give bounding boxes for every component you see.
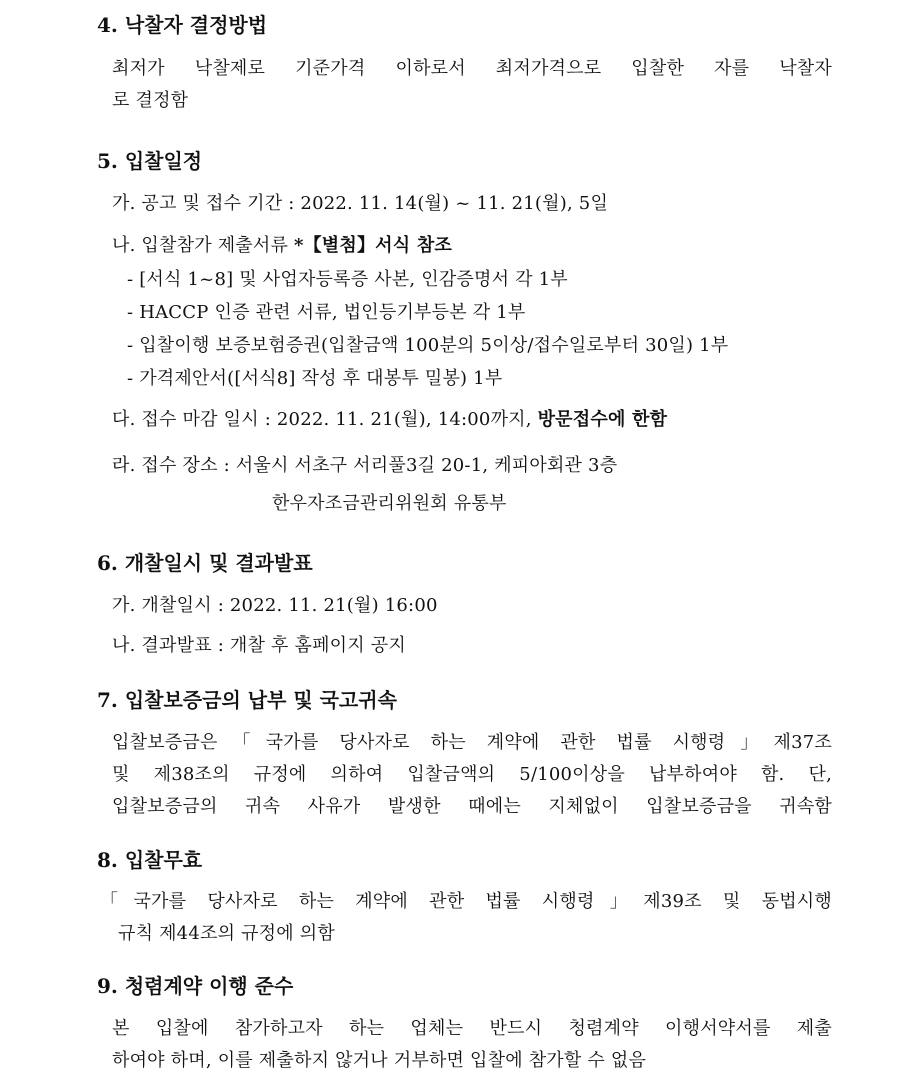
section-9-line-2: 하여야 하며, 이를 제출하지 않거나 거부하면 입찰에 참가할 수 없음 [112, 1050, 647, 1071]
section-8-heading: 8. 입찰무효 [97, 848, 203, 872]
section-4-heading: 4. 낙찰자 결정방법 [97, 13, 268, 37]
section-9-line-1: 본 입찰에 참가하고자 하는 업체는 반드시 청렴계약 이행서약서를 제출 [112, 1018, 832, 1039]
required-doc-item: - [서식 1~8] 및 사업자등록증 사본, 인감증명서 각 1부 [127, 269, 568, 290]
section-5-heading: 5. 입찰일정 [97, 149, 203, 173]
schedule-item-da-label: 다. 접수 마감 일시 : 2022. 11. 21(월), 14:00까지, [112, 409, 538, 430]
section-7-line-3: 입찰보증금의 귀속 사유가 발생한 때에는 지체없이 입찰보증금을 귀속함 [112, 796, 832, 817]
schedule-item-ra: 라. 접수 장소 : 서울시 서초구 서리풀3길 20-1, 케피아회관 3층 [112, 455, 618, 476]
section-4-body-line-2: 로 결정함 [112, 90, 189, 111]
attachment-note: *【별첨】서식 참조 [293, 235, 452, 256]
required-doc-item: - HACCP 인증 관련 서류, 법인등기부등본 각 1부 [127, 302, 526, 323]
opening-item-na: 나. 결과발표 : 개찰 후 홈페이지 공지 [112, 635, 406, 656]
visit-only-note: 방문접수에 한함 [537, 409, 668, 430]
section-8-line-1: 「국가를 당사자로 하는 계약에 관한 법률 시행령」제39조 및 동법시행 [100, 891, 832, 912]
section-7-heading: 7. 입찰보증금의 납부 및 국고귀속 [97, 688, 397, 712]
section-7-line-1: 입찰보증금은「국가를 당사자로 하는 계약에 관한 법률 시행령」제37조 [112, 732, 832, 753]
schedule-item-ra-line-2: 한우자조금관리위원회 유통부 [272, 493, 507, 514]
section-8-line-2: 규칙 제44조의 규정에 의함 [118, 923, 335, 944]
schedule-item-na [112, 231, 452, 257]
section-9-heading: 9. 청렴계약 이행 준수 [97, 974, 294, 998]
section-4-body-line-1: 최저가 낙찰제로 기준가격 이하로서 최저가격으로 입찰한 자를 낙찰자 [112, 58, 832, 79]
section-7-line-2: 및 제38조의 규정에 의하여 입찰금액의 5/100이상을 납부하여야 함. 단, [112, 764, 832, 785]
required-doc-item: - 입찰이행 보증보험증권(입찰금액 100분의 5이상/접수일로부터 30일) 1부 [127, 335, 729, 356]
schedule-item-da [112, 405, 667, 431]
section-6-heading: 6. 개찰일시 및 결과발표 [97, 551, 313, 575]
opening-item-ga: 가. 개찰일시 : 2022. 11. 21(월) 16:00 [112, 595, 438, 616]
schedule-item-na-label: 나. 입찰참가 제출서류 [112, 235, 294, 256]
schedule-item-ga: 가. 공고 및 접수 기간 : 2022. 11. 14(월) ~ 11. 21(월), 5일 [112, 193, 609, 214]
required-doc-item: - 가격제안서([서식8] 작성 후 대봉투 밀봉) 1부 [127, 368, 503, 389]
